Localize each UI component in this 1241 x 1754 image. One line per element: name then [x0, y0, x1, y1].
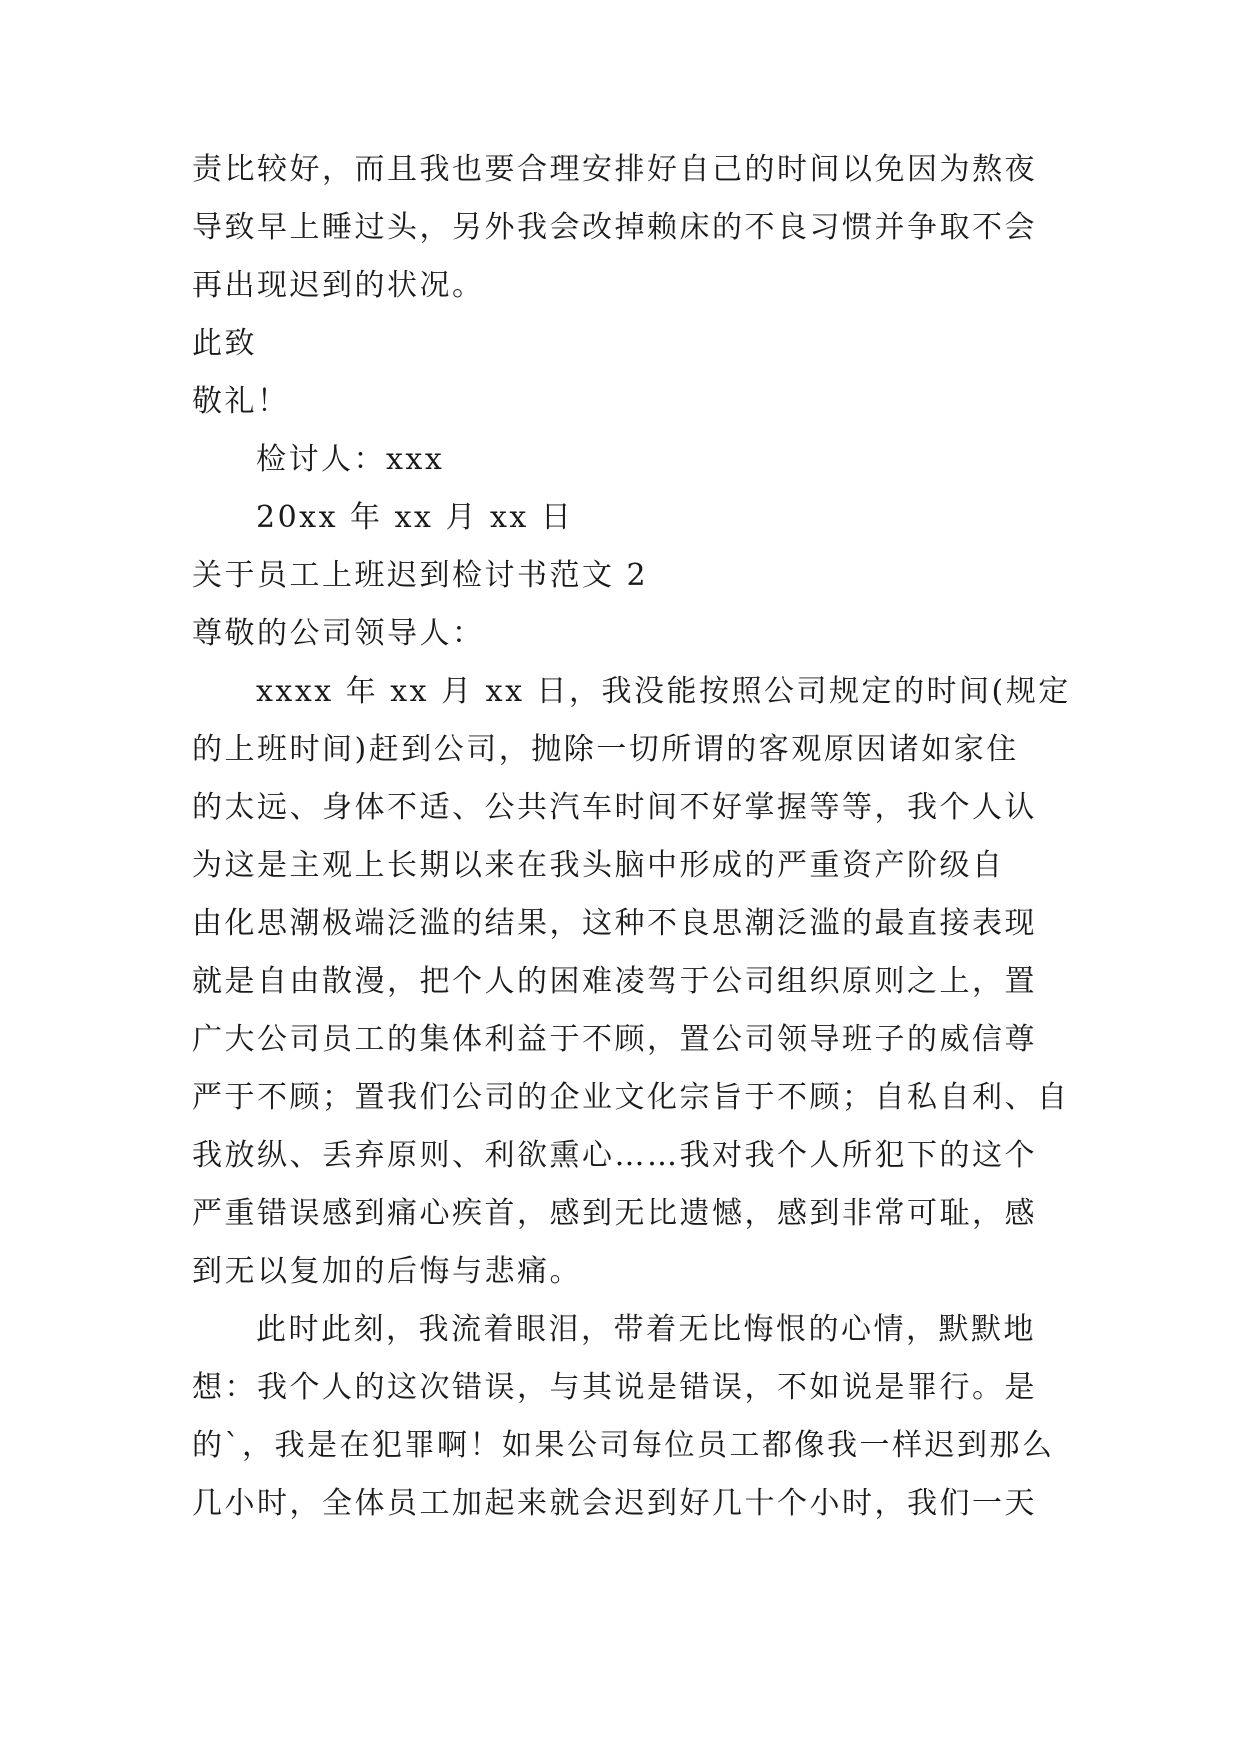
paragraph-line: 导致早上睡过头，另外我会改掉赖床的不良习惯并争取不会 — [192, 210, 1037, 245]
paragraph-line: 严于不顾；置我们公司的企业文化宗旨于不顾；自私自利、自 — [192, 1080, 1070, 1115]
paragraph-line: 为这是主观上长期以来在我头脑中形成的严重资产阶级自 — [192, 848, 1005, 883]
paragraph-line: 再出现迟到的状况。 — [192, 268, 485, 303]
paragraph-line: xxxx 年 xx 月 xx 日，我没能按照公司规定的时间(规定 — [256, 674, 1071, 709]
section-title: 关于员工上班迟到检讨书范文 2 — [192, 558, 649, 593]
closing-respect: 敬礼！ — [192, 384, 290, 419]
paragraph-line: 的`，我是在犯罪啊！如果公司每位员工都像我一样迟到那么 — [192, 1428, 1055, 1463]
paragraph-line: 到无以复加的后悔与悲痛。 — [192, 1254, 582, 1289]
paragraph-line: 由化思潮极端泛滥的结果，这种不良思潮泛滥的最直接表现 — [192, 906, 1037, 941]
paragraph-line: 几小时，全体员工加起来就会迟到好几十个小时，我们一天 — [192, 1486, 1037, 1521]
signature-date: 20xx 年 xx 月 xx 日 — [256, 500, 574, 535]
closing-salutation: 此致 — [192, 326, 257, 361]
paragraph-line: 此时此刻，我流着眼泪，带着无比悔恨的心情，默默地 — [256, 1312, 1036, 1347]
paragraph-line: 的太远、身体不适、公共汽车时间不好掌握等等，我个人认 — [192, 790, 1037, 825]
paragraph-line: 广大公司员工的集体利益于不顾，置公司领导班子的威信尊 — [192, 1022, 1037, 1057]
paragraph-line: 就是自由散漫，把个人的困难凌驾于公司组织原则之上，置 — [192, 964, 1037, 999]
paragraph-line: 我放纵、丢弃原则、利欲熏心……我对我个人所犯下的这个 — [192, 1138, 1037, 1173]
signature-name: 检讨人：xxx — [256, 442, 445, 477]
paragraph-line: 严重错误感到痛心疾首，感到无比遗憾，感到非常可耻，感 — [192, 1196, 1037, 1231]
paragraph-line: 的上班时间)赶到公司，抛除一切所谓的客观原因诸如家住 — [192, 732, 1019, 767]
greeting: 尊敬的公司领导人： — [192, 616, 485, 651]
paragraph-line: 责比较好，而且我也要合理安排好自己的时间以免因为熬夜 — [192, 152, 1037, 187]
paragraph-line: 想：我个人的这次错误，与其说是错误，不如说是罪行。是 — [192, 1370, 1037, 1405]
